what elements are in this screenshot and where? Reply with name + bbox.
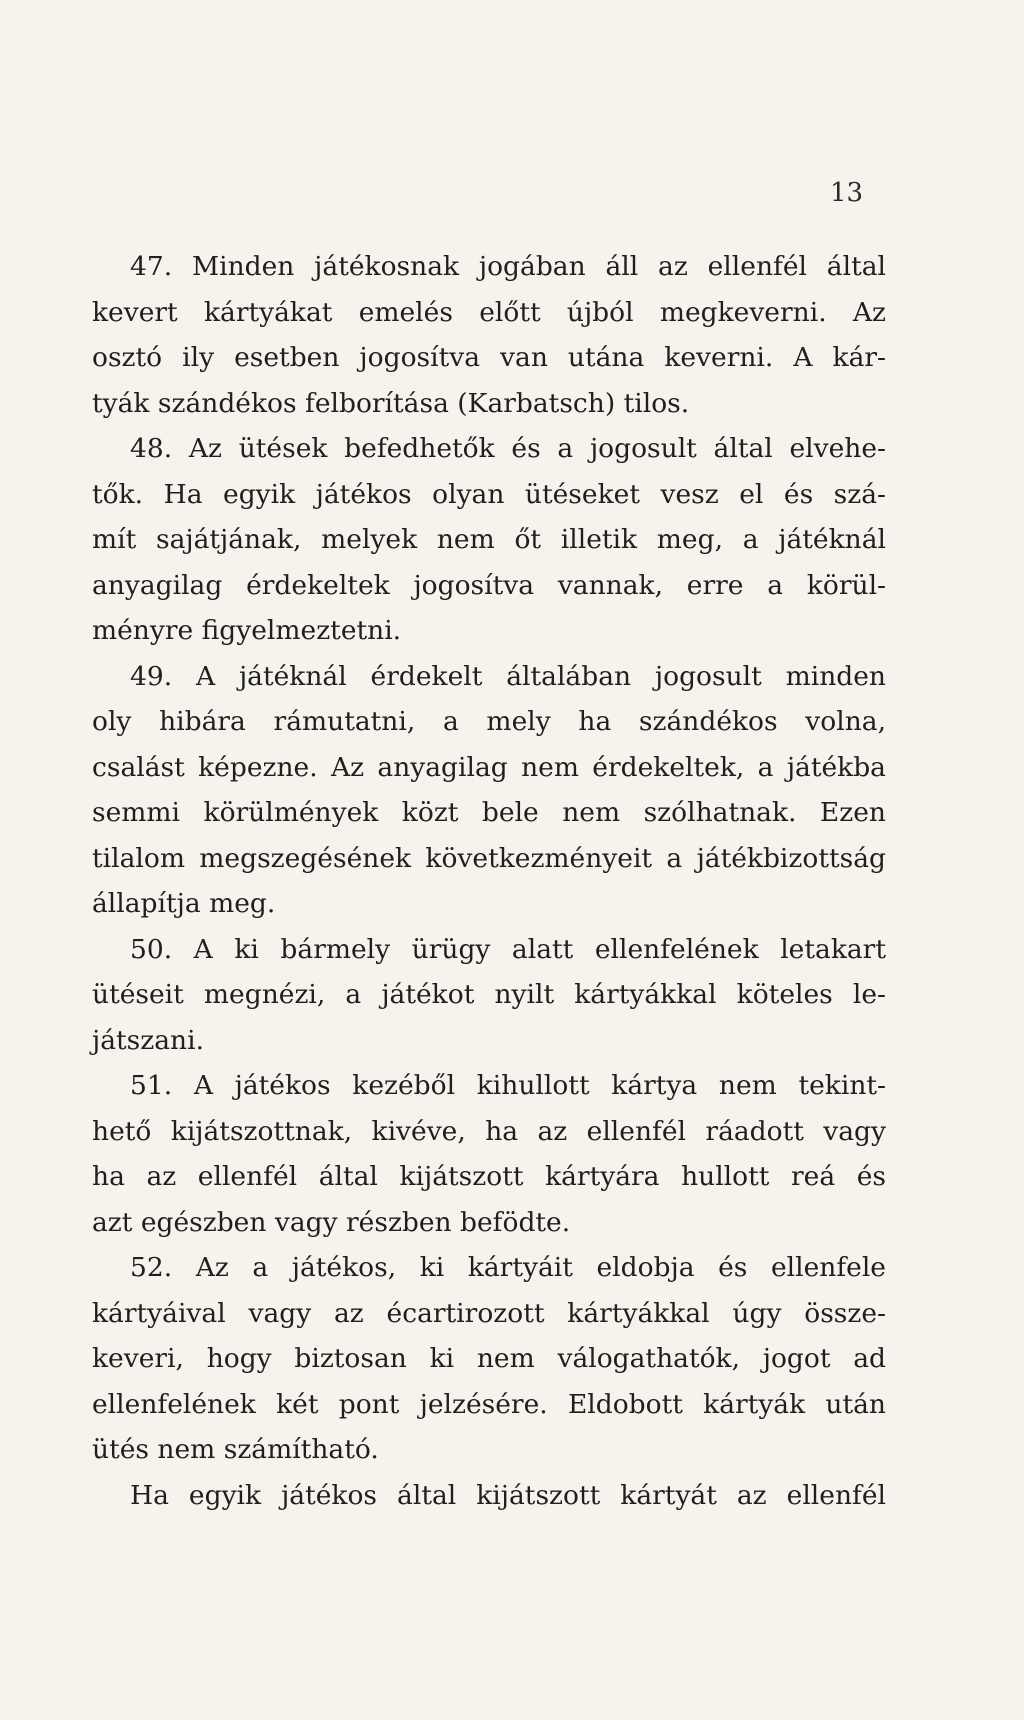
text-line: tilalom megszegésének következményeit a játékbizottság — [92, 842, 886, 874]
text-line: 52. Az a játékos, ki kártyáit eldobja és ellenfele — [130, 1252, 886, 1283]
text-line: csalást képezne. Az anyagilag nem érdekeltek, a játékba — [92, 751, 886, 783]
text-line: Ha egyik játékos által kijátszott kártyát az ellenfél — [130, 1479, 886, 1511]
page-text — [92, 244, 886, 1518]
text-line: keveri, hogy biztosan ki nem válogathatók, jogot ad — [92, 1343, 886, 1374]
page-number: 13 — [830, 178, 864, 208]
text-line: kevert kártyákat emelés előtt újból megkeverni. Az — [92, 296, 886, 328]
text-line: ményre figyelmeztetni. — [92, 615, 402, 646]
text-line: 48. Az ütések befedhetők és a jogosult által elvehe- — [130, 433, 886, 464]
text-line: semmi körülmények közt bele nem szólhatnak. Ezen — [92, 797, 886, 828]
text-line: ha az ellenfél által kijátszott kártyára hullott reá és — [92, 1161, 886, 1192]
text-line: hető kijátszottnak, kivéve, ha az ellenfél ráadott vagy — [92, 1115, 886, 1147]
text-line: 50. A ki bármely ürügy alatt ellenfelének letakart — [130, 933, 886, 965]
text-line: kártyáival vagy az écartirozott kártyákkal úgy össze- — [92, 1297, 886, 1329]
text-line: tők. Ha egyik játékos olyan ütéseket vesz el és szá- — [92, 478, 886, 510]
text-line: állapítja meg. — [92, 888, 276, 919]
text-line: ütés nem számítható. — [92, 1434, 379, 1465]
text-line: mít sajátjának, melyek nem őt illetik meg, a játéknál — [92, 524, 886, 555]
text-line: tyák szándékos felborítása (Karbatsch) tilos. — [92, 387, 690, 419]
text-line: ütéseit megnézi, a játékot nyilt kártyákkal köteles le- — [92, 979, 886, 1010]
text-line: osztó ily esetben jogosítva van utána keverni. A kár- — [92, 342, 886, 373]
text-line: azt egészben vagy részben befödte. — [92, 1206, 571, 1238]
text-line: oly hibára rámutatni, a mely ha szándékos volna, — [92, 706, 886, 737]
text-line: játszani. — [92, 1024, 204, 1056]
text-line: 47. Minden játékosnak jogában áll az ellenfél által — [130, 251, 886, 282]
text-line: 51. A játékos kezéből kihullott kártya nem tekint- — [130, 1070, 886, 1101]
text-line: anyagilag érdekeltek jogosítva vannak, erre a körül- — [92, 569, 886, 601]
text-line: ellenfelének két pont jelzésére. Eldobott kártyák után — [92, 1388, 886, 1420]
text-line: 49. A játéknál érdekelt általában jogosult minden — [130, 660, 886, 692]
